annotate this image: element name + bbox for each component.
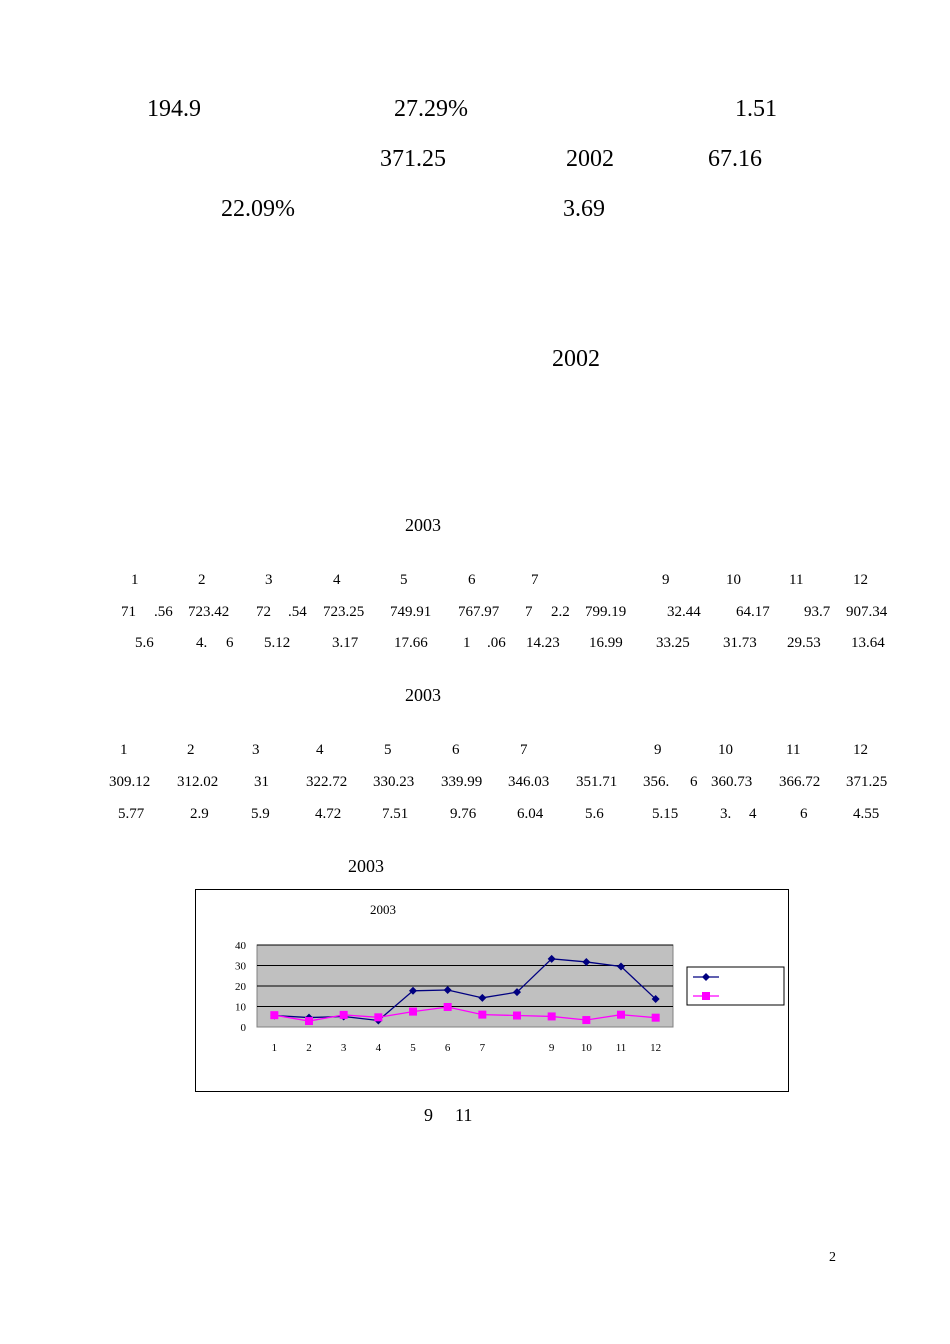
table1-month: 2 — [198, 572, 206, 588]
table1-month: 10 — [726, 572, 741, 588]
table1-cell: 17.66 — [394, 635, 428, 651]
table2-cell: 371.25 — [846, 774, 888, 790]
table2-month: 11 — [786, 742, 801, 758]
table1-cell: 749.91 — [390, 604, 432, 620]
table1-cell: .54 — [288, 604, 307, 620]
table2-month: 1 — [120, 742, 128, 758]
table2-month: 7 — [520, 742, 528, 758]
table1-month: 12 — [853, 572, 868, 588]
y-tick-label: 10 — [235, 1001, 246, 1014]
table1-month: 6 — [468, 572, 476, 588]
para-value: 22.09% — [221, 196, 295, 222]
x-tick-label: 10 — [580, 1042, 592, 1054]
table2-cell: 346.03 — [508, 774, 550, 790]
para-value: 3.69 — [563, 196, 605, 222]
data-point — [340, 1011, 348, 1019]
table2-cell: 6 — [800, 806, 808, 822]
para-value: 27.29% — [394, 96, 468, 122]
table1-cell: 64.17 — [736, 604, 770, 620]
table1-cell: .06 — [487, 635, 506, 651]
table1-month: 7 — [531, 572, 539, 588]
table2-month: 3 — [252, 742, 260, 758]
table1-cell: 767.97 — [458, 604, 500, 620]
table2-cell: 356. — [643, 774, 670, 790]
table2-month: 10 — [718, 742, 733, 758]
figure-note: 9 — [424, 1105, 433, 1125]
x-tick-label: 5 — [410, 1042, 416, 1054]
table1-cell: 5.6 — [135, 635, 154, 651]
table2-cell: 7.51 — [382, 806, 409, 822]
data-point — [478, 1011, 486, 1019]
para-value: 1.51 — [735, 96, 777, 122]
table2-cell: 6.04 — [517, 806, 544, 822]
data-point — [548, 1012, 556, 1020]
table1-cell: 29.53 — [787, 635, 821, 651]
y-tick-label: 40 — [235, 940, 246, 952]
data-point — [409, 1008, 417, 1016]
table1-cell: 13.64 — [851, 635, 885, 651]
para-value: 2002 — [566, 146, 614, 172]
x-tick-label: 7 — [479, 1042, 486, 1054]
table2-month: 4 — [316, 742, 324, 758]
data-point — [270, 1011, 278, 1019]
para-value: 194.9 — [147, 96, 201, 122]
x-tick-label: 6 — [444, 1042, 451, 1054]
table2-month: 5 — [384, 742, 392, 758]
x-tick-label: 2 — [306, 1042, 312, 1054]
table1-cell: 93.7 — [804, 604, 831, 620]
table1-cell: 71 — [121, 604, 136, 620]
data-point — [305, 1017, 313, 1025]
table1-cell: 5.12 — [264, 635, 291, 651]
table1-cell: 14.23 — [526, 635, 560, 651]
chart-title: 2003 — [370, 902, 396, 917]
table2-cell: 4.72 — [315, 806, 342, 822]
table1-cell: 799.19 — [585, 604, 627, 620]
table1-cell: 907.34 — [846, 604, 888, 620]
chart-canvas — [196, 890, 788, 1091]
table1-cell: 31.73 — [723, 635, 757, 651]
table2-month: 9 — [654, 742, 662, 758]
x-tick-label: 11 — [615, 1042, 627, 1054]
table1-cell: 723.25 — [323, 604, 365, 620]
line-chart — [195, 889, 789, 1092]
para-value: 67.16 — [708, 146, 762, 172]
x-tick-label: 12 — [650, 1042, 662, 1054]
table1-cell: 723.42 — [188, 604, 230, 620]
table1-month: 11 — [789, 572, 804, 588]
table2-cell: 9.76 — [450, 806, 477, 822]
table2-month: 12 — [853, 742, 868, 758]
x-tick-label: 9 — [548, 1042, 555, 1054]
data-point — [652, 1014, 660, 1022]
table1-caption: 2003 — [405, 515, 441, 535]
table2-cell: 31 — [254, 774, 269, 790]
legend-box — [687, 967, 784, 1005]
table2-cell: 6 — [690, 774, 698, 790]
section-year-heading: 2002 — [552, 346, 600, 372]
table2-cell: 4.55 — [853, 806, 880, 822]
figure-note: 11 — [455, 1105, 473, 1125]
table2-cell: 330.23 — [373, 774, 415, 790]
x-tick-label: 4 — [375, 1042, 382, 1054]
table1-month: 1 — [131, 572, 139, 588]
table2-cell: 5.15 — [652, 806, 679, 822]
y-tick-label: 0 — [240, 1022, 246, 1034]
legend-marker — [702, 992, 710, 1000]
table2-cell: 4 — [749, 806, 757, 822]
table2-cell: 312.02 — [177, 774, 219, 790]
table1-month: 4 — [333, 572, 341, 588]
table1-month: 3 — [265, 572, 273, 588]
table2-month: 2 — [187, 742, 195, 758]
table1-cell: .56 — [154, 604, 173, 620]
table1-cell: 3.17 — [332, 635, 359, 651]
table2-cell: 5.6 — [585, 806, 604, 822]
y-tick-label: 30 — [235, 960, 246, 973]
data-point — [444, 1003, 452, 1011]
table2-cell: 5.77 — [118, 806, 145, 822]
table2-cell: 351.71 — [576, 774, 618, 790]
table2-cell: 360.73 — [711, 774, 753, 790]
table2-cell: 309.12 — [109, 774, 151, 790]
table2-cell: 366.72 — [779, 774, 821, 790]
x-tick-label: 3 — [340, 1042, 347, 1054]
table2-month: 6 — [452, 742, 460, 758]
table1-cell: 4. — [196, 635, 208, 651]
table1-cell: 33.25 — [656, 635, 690, 651]
table1-cell: 6 — [226, 635, 234, 651]
table2-caption: 2003 — [405, 685, 441, 705]
table1-cell: 32.44 — [667, 604, 701, 620]
table1-cell: 16.99 — [589, 635, 623, 651]
data-point — [513, 1012, 521, 1020]
table1-month: 9 — [662, 572, 670, 588]
x-tick-label: 1 — [271, 1042, 278, 1054]
table1-cell: 72 — [256, 604, 271, 620]
table2-cell: 3. — [720, 806, 732, 822]
table1-month: 5 — [400, 572, 408, 588]
table1-cell: 2.2 — [551, 604, 570, 620]
data-point — [374, 1013, 382, 1021]
table1-cell: 7 — [525, 604, 533, 620]
page-number: 2 — [829, 1250, 836, 1265]
para-value: 371.25 — [380, 146, 446, 172]
table2-cell: 322.72 — [306, 774, 348, 790]
table2-cell: 339.99 — [441, 774, 483, 790]
table2-cell: 2.9 — [190, 806, 209, 822]
table1-cell: 1 — [463, 635, 471, 651]
data-point — [617, 1011, 625, 1019]
y-tick-label: 20 — [235, 981, 246, 993]
chart-caption: 2003 — [348, 856, 384, 876]
table2-cell: 5.9 — [251, 806, 270, 822]
data-point — [582, 1016, 590, 1024]
